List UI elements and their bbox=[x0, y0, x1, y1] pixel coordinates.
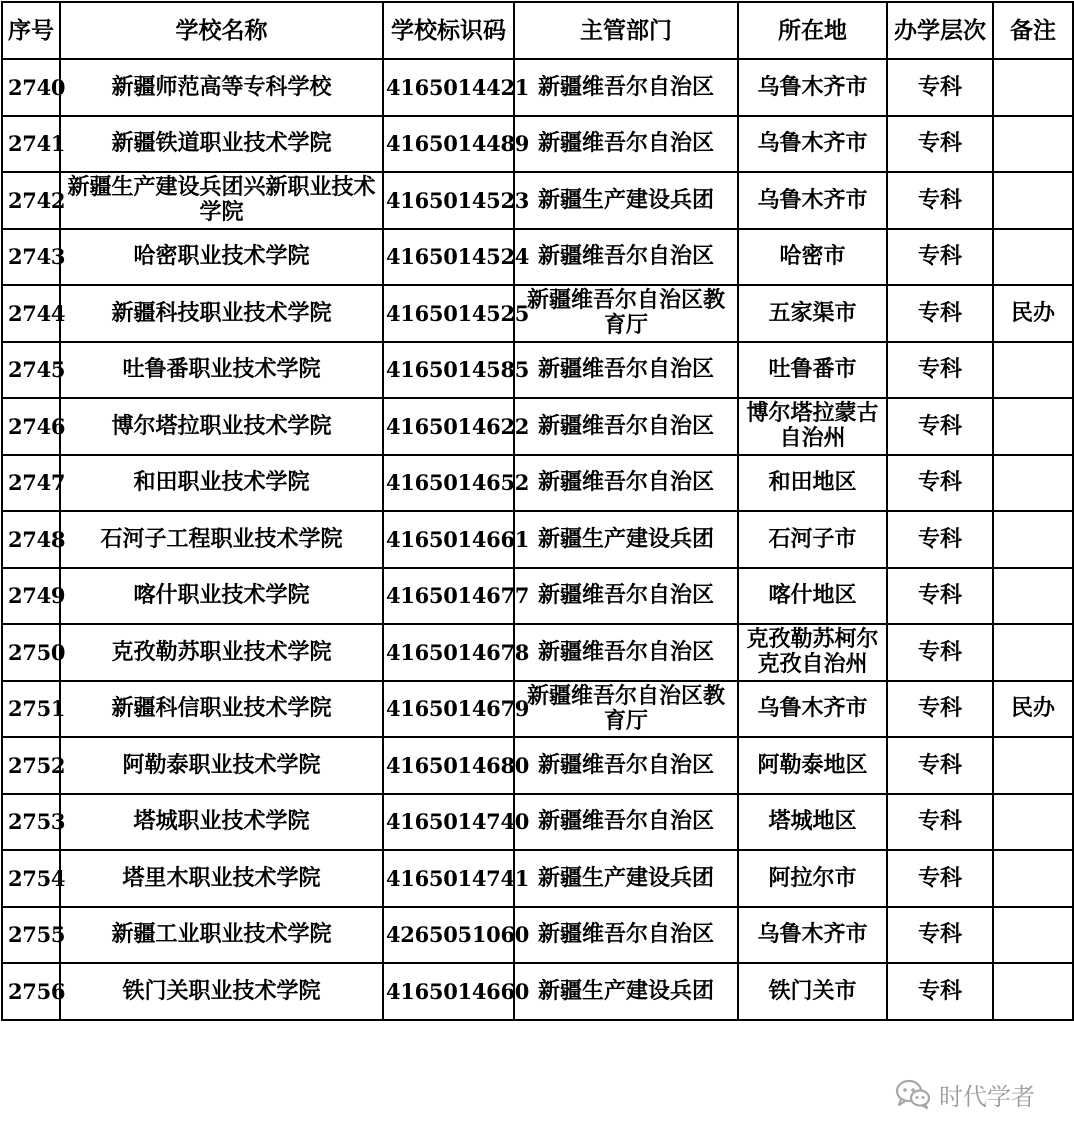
cell-seq: 2756 bbox=[2, 963, 60, 1020]
cell-school-code: 4165014661 bbox=[383, 511, 514, 568]
cell-level: 专科 bbox=[887, 963, 993, 1020]
cell-location: 克孜勒苏柯尔克孜自治州 bbox=[738, 624, 887, 681]
table-row bbox=[2, 398, 1073, 455]
cell-school-name: 新疆师范高等专科学校 bbox=[60, 59, 383, 116]
cell-location: 哈密市 bbox=[738, 229, 887, 286]
watermark bbox=[895, 1076, 1035, 1112]
cell-school-code: 4165014677 bbox=[383, 568, 514, 625]
cell-department: 新疆维吾尔自治区 bbox=[514, 116, 738, 173]
cell-level: 专科 bbox=[887, 624, 993, 681]
table-row bbox=[2, 963, 1073, 1020]
cell-location: 乌鲁木齐市 bbox=[738, 172, 887, 229]
cell-school-code: 4165014421 bbox=[383, 59, 514, 116]
cell-seq: 2746 bbox=[2, 398, 60, 455]
table-row bbox=[2, 681, 1073, 738]
cell-school-name: 阿勒泰职业技术学院 bbox=[60, 737, 383, 794]
cell-location: 博尔塔拉蒙古自治州 bbox=[738, 398, 887, 455]
cell-department: 新疆生产建设兵团 bbox=[514, 850, 738, 907]
table-row bbox=[2, 116, 1073, 173]
cell-seq: 2751 bbox=[2, 681, 60, 738]
cell-seq: 2747 bbox=[2, 455, 60, 512]
cell-seq: 2745 bbox=[2, 342, 60, 399]
cell-remark bbox=[993, 850, 1073, 907]
cell-location: 铁门关市 bbox=[738, 963, 887, 1020]
cell-school-code: 4165014652 bbox=[383, 455, 514, 512]
cell-department: 新疆维吾尔自治区 bbox=[514, 229, 738, 286]
cell-remark bbox=[993, 794, 1073, 851]
table-row bbox=[2, 285, 1073, 342]
cell-level: 专科 bbox=[887, 172, 993, 229]
cell-seq: 2750 bbox=[2, 624, 60, 681]
table-row bbox=[2, 59, 1073, 116]
cell-school-code: 4165014680 bbox=[383, 737, 514, 794]
cell-location: 喀什地区 bbox=[738, 568, 887, 625]
cell-location: 吐鲁番市 bbox=[738, 342, 887, 399]
cell-remark: 民办 bbox=[993, 285, 1073, 342]
header-remark: 备注 bbox=[993, 2, 1073, 59]
cell-location: 塔城地区 bbox=[738, 794, 887, 851]
cell-school-name: 吐鲁番职业技术学院 bbox=[60, 342, 383, 399]
cell-level: 专科 bbox=[887, 737, 993, 794]
cell-seq: 2753 bbox=[2, 794, 60, 851]
cell-remark bbox=[993, 737, 1073, 794]
cell-school-code: 4165014524 bbox=[383, 229, 514, 286]
cell-school-name: 新疆科信职业技术学院 bbox=[60, 681, 383, 738]
table-row bbox=[2, 794, 1073, 851]
table-row bbox=[2, 455, 1073, 512]
cell-department: 新疆生产建设兵团 bbox=[514, 172, 738, 229]
cell-school-name: 博尔塔拉职业技术学院 bbox=[60, 398, 383, 455]
cell-level: 专科 bbox=[887, 116, 993, 173]
cell-school-code: 4165014622 bbox=[383, 398, 514, 455]
cell-department: 新疆维吾尔自治区 bbox=[514, 342, 738, 399]
cell-location: 乌鲁木齐市 bbox=[738, 59, 887, 116]
cell-level: 专科 bbox=[887, 398, 993, 455]
cell-remark bbox=[993, 907, 1073, 964]
cell-remark bbox=[993, 172, 1073, 229]
cell-school-name: 和田职业技术学院 bbox=[60, 455, 383, 512]
cell-school-code: 4265051060 bbox=[383, 907, 514, 964]
table-row bbox=[2, 568, 1073, 625]
table-row bbox=[2, 624, 1073, 681]
cell-school-name: 新疆铁道职业技术学院 bbox=[60, 116, 383, 173]
cell-location: 阿拉尔市 bbox=[738, 850, 887, 907]
table-row bbox=[2, 229, 1073, 286]
cell-seq: 2741 bbox=[2, 116, 60, 173]
cell-school-code: 4165014740 bbox=[383, 794, 514, 851]
cell-level: 专科 bbox=[887, 342, 993, 399]
header-school-name: 学校名称 bbox=[60, 2, 383, 59]
cell-level: 专科 bbox=[887, 285, 993, 342]
cell-seq: 2742 bbox=[2, 172, 60, 229]
watermark-text: 时代学者 bbox=[939, 1082, 1035, 1111]
cell-level: 专科 bbox=[887, 850, 993, 907]
cell-remark bbox=[993, 398, 1073, 455]
cell-school-code: 4165014660 bbox=[383, 963, 514, 1020]
cell-seq: 2744 bbox=[2, 285, 60, 342]
cell-school-name: 塔城职业技术学院 bbox=[60, 794, 383, 851]
cell-level: 专科 bbox=[887, 59, 993, 116]
table-body bbox=[2, 59, 1073, 1020]
cell-school-name: 铁门关职业技术学院 bbox=[60, 963, 383, 1020]
cell-level: 专科 bbox=[887, 511, 993, 568]
cell-school-name: 塔里木职业技术学院 bbox=[60, 850, 383, 907]
cell-location: 石河子市 bbox=[738, 511, 887, 568]
cell-level: 专科 bbox=[887, 907, 993, 964]
cell-department: 新疆维吾尔自治区教育厅 bbox=[514, 681, 738, 738]
cell-school-code: 4165014741 bbox=[383, 850, 514, 907]
cell-school-code: 4165014525 bbox=[383, 285, 514, 342]
cell-remark bbox=[993, 342, 1073, 399]
cell-level: 专科 bbox=[887, 681, 993, 738]
header-seq: 序号 bbox=[2, 2, 60, 59]
cell-school-code: 4165014678 bbox=[383, 624, 514, 681]
cell-remark: 民办 bbox=[993, 681, 1073, 738]
header-location: 所在地 bbox=[738, 2, 887, 59]
cell-remark bbox=[993, 511, 1073, 568]
cell-seq: 2754 bbox=[2, 850, 60, 907]
wechat-icon bbox=[895, 1079, 931, 1109]
cell-department: 新疆生产建设兵团 bbox=[514, 511, 738, 568]
table-row bbox=[2, 907, 1073, 964]
cell-school-name: 石河子工程职业技术学院 bbox=[60, 511, 383, 568]
cell-remark bbox=[993, 624, 1073, 681]
cell-school-name: 哈密职业技术学院 bbox=[60, 229, 383, 286]
cell-department: 新疆维吾尔自治区 bbox=[514, 624, 738, 681]
cell-level: 专科 bbox=[887, 229, 993, 286]
cell-location: 和田地区 bbox=[738, 455, 887, 512]
header-department: 主管部门 bbox=[514, 2, 738, 59]
cell-seq: 2755 bbox=[2, 907, 60, 964]
cell-school-name: 新疆工业职业技术学院 bbox=[60, 907, 383, 964]
header-level: 办学层次 bbox=[887, 2, 993, 59]
cell-level: 专科 bbox=[887, 568, 993, 625]
cell-seq: 2752 bbox=[2, 737, 60, 794]
table-row bbox=[2, 850, 1073, 907]
cell-department: 新疆维吾尔自治区 bbox=[514, 907, 738, 964]
cell-school-name: 喀什职业技术学院 bbox=[60, 568, 383, 625]
cell-school-name: 克孜勒苏职业技术学院 bbox=[60, 624, 383, 681]
cell-remark bbox=[993, 116, 1073, 173]
cell-department: 新疆维吾尔自治区教育厅 bbox=[514, 285, 738, 342]
table-row bbox=[2, 172, 1073, 229]
cell-location: 乌鲁木齐市 bbox=[738, 907, 887, 964]
cell-school-name: 新疆生产建设兵团兴新职业技术学院 bbox=[60, 172, 383, 229]
cell-level: 专科 bbox=[887, 455, 993, 512]
cell-school-code: 4165014489 bbox=[383, 116, 514, 173]
cell-school-code: 4165014523 bbox=[383, 172, 514, 229]
cell-seq: 2740 bbox=[2, 59, 60, 116]
cell-department: 新疆维吾尔自治区 bbox=[514, 568, 738, 625]
school-list-table bbox=[1, 1, 1074, 1021]
cell-department: 新疆生产建设兵团 bbox=[514, 963, 738, 1020]
cell-remark bbox=[993, 455, 1073, 512]
cell-department: 新疆维吾尔自治区 bbox=[514, 455, 738, 512]
cell-school-code: 4165014585 bbox=[383, 342, 514, 399]
cell-remark bbox=[993, 568, 1073, 625]
cell-department: 新疆维吾尔自治区 bbox=[514, 737, 738, 794]
table-row bbox=[2, 737, 1073, 794]
table-row bbox=[2, 342, 1073, 399]
cell-level: 专科 bbox=[887, 794, 993, 851]
cell-seq: 2748 bbox=[2, 511, 60, 568]
cell-seq: 2749 bbox=[2, 568, 60, 625]
header-row bbox=[2, 2, 1073, 59]
cell-department: 新疆维吾尔自治区 bbox=[514, 59, 738, 116]
header-school-code: 学校标识码 bbox=[383, 2, 514, 59]
cell-remark bbox=[993, 59, 1073, 116]
cell-location: 五家渠市 bbox=[738, 285, 887, 342]
cell-location: 乌鲁木齐市 bbox=[738, 681, 887, 738]
cell-location: 乌鲁木齐市 bbox=[738, 116, 887, 173]
cell-remark bbox=[993, 229, 1073, 286]
cell-seq: 2743 bbox=[2, 229, 60, 286]
cell-location: 阿勒泰地区 bbox=[738, 737, 887, 794]
cell-department: 新疆维吾尔自治区 bbox=[514, 794, 738, 851]
cell-remark bbox=[993, 963, 1073, 1020]
cell-school-name: 新疆科技职业技术学院 bbox=[60, 285, 383, 342]
cell-school-code: 4165014679 bbox=[383, 681, 514, 738]
cell-department: 新疆维吾尔自治区 bbox=[514, 398, 738, 455]
table-row bbox=[2, 511, 1073, 568]
